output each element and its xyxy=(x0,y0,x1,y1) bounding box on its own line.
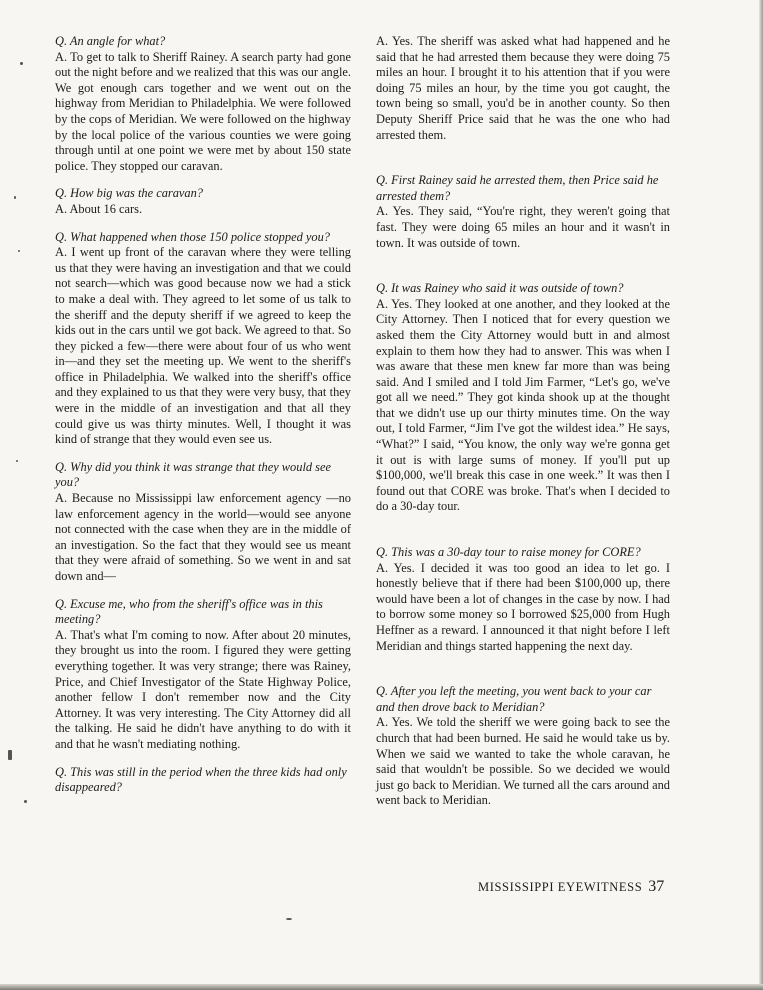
answer: A. That's what I'm coming to now. After about 20 minutes, they brought us into the room. I figured they were getting everything together. It was very strange; there was Rainey, Price, and Chief Investigator of the State Highway Police, another fellow I don't remember now and the City Attorney. It was very interesting. The City Attorney did all the talking. He said he didn't have anything to do with it and that he wasn't mediating nothing. xyxy=(55,627,351,751)
qa-block xyxy=(55,34,351,174)
scan-speck xyxy=(20,62,23,65)
answer: A. Yes. They looked at one another, and they looked at the City Attorney. Then I noticed that for every question we asked them the City Attorney would butt in and almost explain to them how they had to answer. This was when I was aware that these men knew far more than was being said. And I smiled and I told Jim Farmer, “Let's go, we've got all we need.” They got kinda shook up at the thought that we didn't use up our thirty minutes time. On the way out, I told Farmer, “Jim I've got the wildest idea.” He says, “What?” I said, “You know, the only way we're gonna get it out is with large sums of money. If you'll put up $100,000, we'll break this case in one week.” It was then I found out that CORE was broke. That's when I decided to do a 30-day tour. xyxy=(376,296,670,514)
page-edge xyxy=(759,0,763,990)
page-number: 37 xyxy=(648,878,665,895)
question: Q. This was still in the period when the three kids had only disappeared? xyxy=(55,764,347,795)
scan-speck xyxy=(286,918,292,920)
question: Q. This was a 30-day tour to raise money for CORE? xyxy=(376,545,641,560)
answer: A. About 16 cars. xyxy=(55,201,143,216)
answer: A. To get to talk to Sheriff Rainey. A search party had gone out the night before and we realized that this was our angle. We got enough cars together and we went out on the highway from Meridian to Philadelphia. We were followed by the cops of Meridian. We were followed on the highway by the local police of the various counties we were going through until at one point we were met by about 150 state police. They stopped our caravan. xyxy=(55,49,351,173)
question: Q. It was Rainey who said it was outside of town? xyxy=(376,281,624,296)
question: Q. An angle for what? xyxy=(55,34,166,48)
question: Q. After you left the meeting, you went back to your car and then drove back to Meridian? xyxy=(376,684,652,714)
qa-block xyxy=(376,545,670,654)
answer: A. I went up front of the caravan where they were telling us that they were having an investigation and that we could not search—which was good because now we had a stick to make a deal with. They agreed to let some of us talk to the sheriff and the deputy sheriff if we agreed to keep the kids out in the cars until we got back. We agreed to that. So they picked a few—there were about four of us who went in—and they set the meeting up. We went to the sheriff's office in Philadelphia. We walked into the sheriff's office and they explained to us that they were very busy, that they were in the middle of an investigation and that all they could give us was thirty minutes. Well, I thought it was kind of strange that they would even see us. xyxy=(55,245,351,447)
running-title: MISSISSIPPI EYEWITNESS xyxy=(478,880,643,894)
scan-speck xyxy=(18,250,20,252)
page-footer xyxy=(478,878,664,896)
question: Q. Why did you think it was strange that they would see you? xyxy=(55,459,332,490)
qa-block xyxy=(376,684,670,809)
qa-block xyxy=(55,186,351,217)
qa-block xyxy=(376,281,670,515)
question: Q. Excuse me, who from the sheriff's office was in this meeting? xyxy=(55,596,323,627)
answer: A. Because no Mississippi law enforcement agency —no law enforcement agency in the world—would see anyone not connected with the case when they are in the middle of an investigation. So the fact that they would see us meant that they were afraid of something. So we went in and sat down and— xyxy=(55,491,351,583)
qa-block xyxy=(55,597,351,753)
answer: A. Yes. We told the sheriff we were going back to see the church that had been burned. He said he would take us by. When we said we wanted to take the whole caravan, he said that wouldn't be possible. So we decided we would just go back to Meridian. We turned all the cars around and went back to Meridian. xyxy=(376,715,670,808)
question: Q. What happened when those 150 police stopped you? xyxy=(55,229,330,244)
scan-speck xyxy=(24,800,27,803)
right-column xyxy=(376,34,670,821)
bottom-edge xyxy=(0,984,763,990)
scan-speck xyxy=(16,460,18,462)
question: Q. First Rainey said he arrested them, then Price said he arrested them? xyxy=(376,173,659,203)
qa-block xyxy=(376,173,670,251)
question: Q. How big was the caravan? xyxy=(55,186,203,201)
left-column xyxy=(55,34,351,808)
qa-block xyxy=(55,460,351,585)
answer: A. Yes. They said, “You're right, they weren't going that fast. They were doing 65 miles an hour and it wasn't in town. It was outside of town. xyxy=(376,204,670,250)
answer: A. Yes. I decided it was too good an idea to let go. I honestly believe that if there had been $100,000 up, there would have been a lot of changes in the case by now. I had to borrow some money so I borrowed $25,000 from Hugh Heffner as a reward. I announced it that night before I left Meridian and things started happening the next day. xyxy=(376,560,670,653)
answer: A. Yes. The sheriff was asked what had happened and he said that he had arrested them because they were doing 75 miles an hour. I brought it to his attention that if you were doing 75 miles an hour, by the time you got caught, the town being so small, you'd be in another county. So then Deputy Sheriff Price said that he was the one who had arrested them. xyxy=(376,34,670,142)
scan-speck xyxy=(14,196,16,199)
qa-block xyxy=(55,765,351,796)
qa-block xyxy=(55,230,351,448)
qa-block xyxy=(376,34,670,143)
scan-speck xyxy=(8,750,12,760)
